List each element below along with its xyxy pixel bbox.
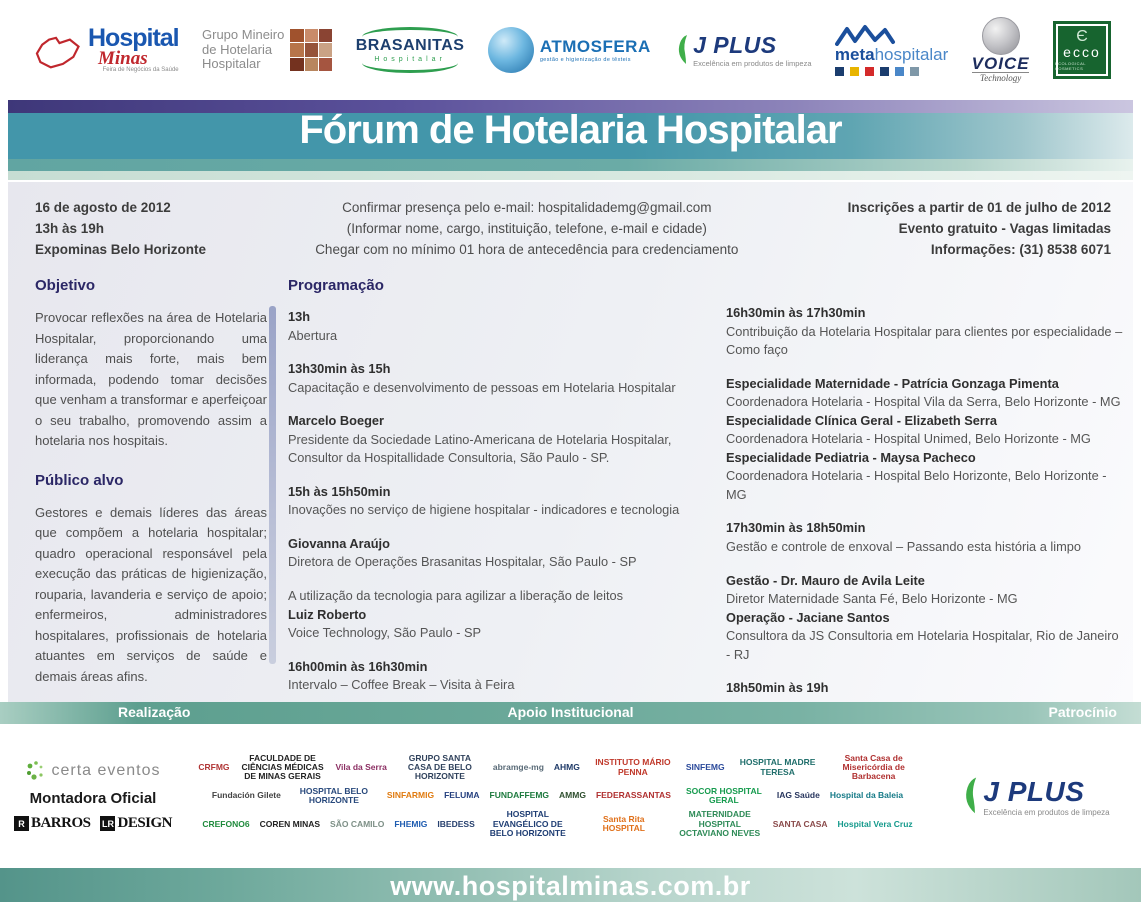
jplus-sponsor-logo — [960, 775, 1109, 817]
page-title: Fórum de Hotelaria Hospitalar — [299, 108, 842, 152]
blue-globe-icon — [488, 27, 534, 73]
banner-mid-stripe — [8, 159, 1133, 171]
program-entry — [726, 304, 1124, 360]
program-entry-title: Giovanna Araújo — [288, 535, 390, 551]
brasanitas-arc-icon — [362, 63, 458, 73]
program-entry — [288, 535, 698, 572]
apoio-logos-grid — [186, 724, 929, 868]
apoio-logo: abramge-mg — [492, 761, 544, 772]
vertical-divider — [269, 306, 276, 664]
jplus-tagline: Excelência em produtos de limpeza — [693, 59, 812, 68]
ecco-logo — [1053, 21, 1111, 79]
free-event-note: Evento gratuito - Vagas limitadas — [898, 220, 1111, 236]
hospital-minas-word2: Minas — [98, 47, 148, 69]
program-entry-text: Intervalo – Coffee Break – Visita à Feira — [288, 677, 515, 693]
apoio-logo: SINFEMG — [685, 761, 725, 772]
certa-eventos-logo — [25, 760, 160, 782]
apoio-logo: FEDERASSANTAS — [595, 790, 671, 801]
hospital-minas-tagline: Feira de Negócios da Saúde — [102, 66, 179, 73]
apoio-logo: IAG Saúde — [776, 790, 820, 801]
voice-logo — [972, 17, 1030, 83]
program-entry-text: Coordenadora Hotelaria - Hospital Unimed, Belo Horizonte - MG — [726, 431, 1091, 447]
realizacao-zone — [0, 724, 186, 868]
apoio-logo: Hospital da Baleia — [829, 790, 904, 801]
publico-alvo-text: Gestores e demais líderes das áreas que compõem a hotelaria hospitalar; quadro operacional responsável pela execução das práticas de higienização, rouparia, lavanderia e serviço de apoio; enfermeiros, administradores hospitalares, profissionais de hotelaria atuantes em serviços de saúde e demais áreas afins. — [35, 504, 267, 684]
apoio-logo: Santa Casa de Misericórdia de Barbacena — [842, 752, 905, 782]
design-mark-icon: LR — [100, 816, 115, 831]
apoio-logo: FELUMA — [444, 790, 480, 801]
brasanitas-sub: Hospitalar — [374, 56, 446, 63]
realizacao-label: Realização — [118, 704, 191, 720]
sponsor-section-bar — [0, 702, 1141, 724]
montadora-logos — [14, 815, 172, 832]
confirm-details-line: (Informar nome, cargo, instituição, telefone, e-mail e cidade) — [346, 220, 707, 236]
grupo-mineiro-line3: Hospitalar — [202, 56, 261, 72]
apoio-logo: HOSPITAL MADRE TERESA — [739, 757, 816, 777]
hospitalar-word: hospitalar — [874, 45, 949, 64]
program-entry-title: 15h às 15h50min — [288, 483, 391, 499]
program-entry-text: Gestão e controle de enxoval – Passando esta história a limpo — [726, 539, 1081, 555]
title-banner — [8, 100, 1133, 180]
program-entry-title: 13h — [288, 309, 311, 324]
event-date: 16 de agosto de 2012 — [35, 200, 171, 215]
program-entry — [288, 308, 698, 345]
program-entry-title: 16h00min às 16h30min — [288, 658, 428, 674]
zigzag-icon — [835, 24, 899, 46]
event-confirmation — [315, 198, 738, 261]
objetivo-heading: Objetivo — [35, 277, 96, 294]
program-column-1 — [288, 277, 698, 710]
program-entry-title: Gestão - Dr. Mauro de Avila Leite — [726, 572, 925, 588]
green-dots-icon — [25, 760, 47, 782]
program-entry-title: Especialidade Maternidade - Patrícia Gonzaga Pimenta — [726, 375, 1059, 391]
program-entry-text: Voice Technology, São Paulo - SP — [288, 625, 482, 641]
arrival-note-line: Chegar com no mínimo 01 hora de antecedência para credenciamento — [315, 241, 739, 257]
brasanitas-arc-icon — [362, 27, 458, 37]
apoio-logo: GRUPO SANTA CASA DE BELO HORIZONTE — [407, 752, 472, 782]
apoio-institucional-label: Apoio Institucional — [507, 704, 634, 720]
program-entry-text: A utilização da tecnologia para agilizar a liberação de leitos — [288, 588, 624, 604]
apoio-logo: SÃO CAMILO — [330, 818, 385, 829]
program-entry-title: Operação - Jaciane Santos — [726, 609, 890, 625]
apoio-logo: INSTITUTO MÁRIO PENNA — [595, 757, 671, 777]
voice-tagline: Technology — [972, 72, 1029, 83]
program-entry-title: 13h30min às 15h — [288, 361, 391, 377]
atmosfera-tagline: gestão e higienização de têxteis — [539, 57, 631, 63]
info-phone: Informações: (31) 8538 6071 — [930, 241, 1111, 257]
jplus-name: J PLUS — [693, 32, 777, 58]
program-entry-title: Marcelo Boeger — [288, 413, 385, 429]
program-entry-text: Inovações no serviço de higiene hospitalar - indicadores e tecnologia — [288, 502, 680, 518]
program-entry-title: Especialidade Clínica Geral - Elizabeth Serra — [726, 412, 997, 428]
objetivo-text: Provocar reflexões na área de Hotelaria Hospitalar, proporcionando uma liderança mais forte, mais bem informada, podendo tomar decisões que venham a transformar e aperfeiçoar o seu trabalho, promovendo assim a hotelaria nos hospitais. — [35, 310, 267, 449]
lr-design-logo — [100, 815, 172, 832]
program-entry — [288, 360, 698, 397]
apoio-logo: HOSPITAL EVANGÉLICO DE BELO HORIZONTE — [489, 809, 566, 839]
apoio-logo: CREFONO6 — [202, 818, 250, 829]
program-entry-title: 16h30min às 17h30min — [726, 305, 866, 320]
ecco-name: ecco — [1063, 44, 1101, 61]
silver-globe-icon — [982, 17, 1020, 55]
atmosfera-logo — [488, 27, 651, 73]
apoio-logo: Fundación Gilete — [211, 790, 281, 801]
event-info — [8, 182, 1133, 261]
program-entry — [288, 587, 698, 643]
program-entry — [288, 412, 698, 468]
design-name: DESIGN — [117, 815, 173, 831]
green-leaf-icon — [960, 775, 980, 817]
barros-name: BARROS — [30, 815, 91, 831]
color-squares-icon — [835, 67, 919, 76]
sponsor-logos-area — [0, 724, 1141, 868]
program-entry-title: Luiz Roberto — [288, 606, 367, 622]
program-entry-text: Capacitação e desenvolvimento de pessoas em Hotelaria Hospitalar — [288, 379, 676, 395]
program-column-2 — [726, 304, 1124, 731]
brasanitas-name: BRASANITAS — [355, 37, 465, 54]
ecco-tagline: ECOLOGICAL COSMETICS — [1054, 60, 1086, 71]
program-entry-text: Coordenadora Hotelaria - Hospital Belo Horizonte, Belo Horizonte - MG — [726, 468, 1107, 502]
hospital-minas-word: Hospital — [88, 24, 179, 53]
apoio-logo: Vila da Serra — [335, 761, 387, 772]
programacao-heading: Programação — [288, 277, 384, 294]
apoio-logo: MATERNIDADE HOSPITAL OCTAVIANO NEVES — [679, 809, 761, 839]
event-registration — [848, 198, 1111, 261]
grupo-mineiro-line2: de Hotelaria — [202, 41, 273, 57]
metahospitalar-logo — [835, 24, 948, 76]
website-link[interactable]: www.hospitalminas.com.br — [390, 870, 751, 901]
event-venue: Expominas Belo Horizonte — [35, 241, 207, 257]
objetivo-section — [35, 277, 267, 688]
montadora-oficial-label: Montadora Oficial — [29, 790, 157, 807]
barros-logo — [14, 815, 91, 832]
apoio-logo: SINFARMIG — [386, 790, 435, 801]
program-entry — [726, 375, 1124, 505]
jplus-sponsor-name: J PLUS — [983, 775, 1085, 807]
program-entry-text: Abertura — [288, 327, 338, 343]
program-entries-1 — [288, 308, 698, 695]
program-entry — [288, 658, 698, 695]
apoio-logo: AMMG — [559, 790, 586, 801]
ecco-symbol-icon: Є — [1076, 28, 1088, 46]
barros-mark-icon: R — [14, 816, 29, 831]
photo-collage-icon — [290, 29, 332, 71]
program-entry-text: Presidente da Sociedade Latino-Americana de Hotelaria Hospitalar, Consultor da Hospitallidade Consultoria, São Paulo - SP. — [288, 431, 672, 466]
program-entry-title: 18h50min às 19h — [726, 680, 829, 696]
publico-alvo-heading: Público alvo — [35, 471, 124, 489]
apoio-logo: Santa Rita HOSPITAL — [602, 814, 645, 834]
header-logo-strip — [0, 0, 1141, 100]
event-time: 13h às 19h — [35, 220, 105, 236]
meta-word: meta — [834, 45, 875, 64]
apoio-logo: COREN MINAS — [259, 818, 321, 829]
atmosfera-name: ATMOSFERA — [539, 37, 651, 56]
content-area — [8, 180, 1133, 702]
apoio-logo: SANTA CASA — [772, 818, 828, 829]
program-entry-text: Contribuição da Hotelaria Hospitalar para clientes por especialidade – Como faço — [726, 323, 1123, 358]
apoio-logo: FACULDADE DE CIÊNCIAS MÉDICAS DE MINAS GERAIS — [241, 752, 324, 782]
banner-pale-stripe — [8, 171, 1133, 180]
event-date-place — [35, 198, 206, 261]
jplus-sponsor-tagline: Excelência em produtos de limpeza — [983, 807, 1110, 817]
program-entry-text: Diretora de Operações Brasanitas Hospitalar, São Paulo - SP — [288, 554, 637, 570]
apoio-logo: SOCOR HOSPITAL GERAL — [685, 785, 762, 805]
apoio-logo: Hospital Vera Cruz — [837, 818, 913, 829]
patrocinio-zone — [929, 724, 1141, 868]
program-entries-2 — [726, 304, 1124, 716]
voice-name: VOICE — [971, 54, 1030, 73]
program-entry-text: Consultora da JS Consultoria em Hotelaria Hospitalar, Rio de Janeiro - RJ — [726, 628, 1119, 662]
program-entry-title: 17h30min às 18h50min — [726, 520, 866, 536]
apoio-logo: FHEMIG — [394, 818, 428, 829]
minas-state-outline-icon — [30, 26, 82, 74]
apoio-logo: IBEDESS — [437, 818, 475, 829]
hospital-minas-logo — [30, 26, 179, 74]
jplus-logo — [674, 32, 811, 68]
program-entry — [726, 572, 1124, 665]
brasanitas-logo — [356, 27, 465, 73]
apoio-logo: FUNDAFFEMG — [489, 790, 550, 801]
program-entry — [288, 483, 698, 520]
grupo-mineiro-logo — [202, 28, 332, 73]
program-entry — [726, 519, 1124, 556]
program-entry-title: Especialidade Pediatria - Maysa Pacheco — [726, 449, 976, 465]
program-entry-text: Coordenadora Hotelaria - Hospital Vila da Serra, Belo Horizonte - MG — [726, 394, 1121, 410]
program-entry-text: Diretor Maternidade Santa Fé, Belo Horizonte - MG — [726, 591, 1018, 607]
apoio-logo: AHMG — [553, 761, 580, 772]
grupo-mineiro-line1: Grupo Mineiro — [202, 26, 285, 42]
apoio-logo: HOSPITAL BELO HORIZONTE — [299, 785, 368, 805]
footer-bar — [0, 868, 1141, 902]
certa-eventos-name: certa eventos — [51, 762, 161, 779]
registration-date: Inscrições a partir de 01 de julho de 2012 — [847, 200, 1111, 215]
patrocinio-label: Patrocínio — [1048, 704, 1117, 720]
green-leaf-icon — [674, 33, 690, 67]
apoio-logo: CRFMG — [198, 761, 230, 772]
confirm-email-line[interactable]: Confirmar presença pelo e-mail: hospitalidademg@gmail.com — [342, 200, 712, 215]
